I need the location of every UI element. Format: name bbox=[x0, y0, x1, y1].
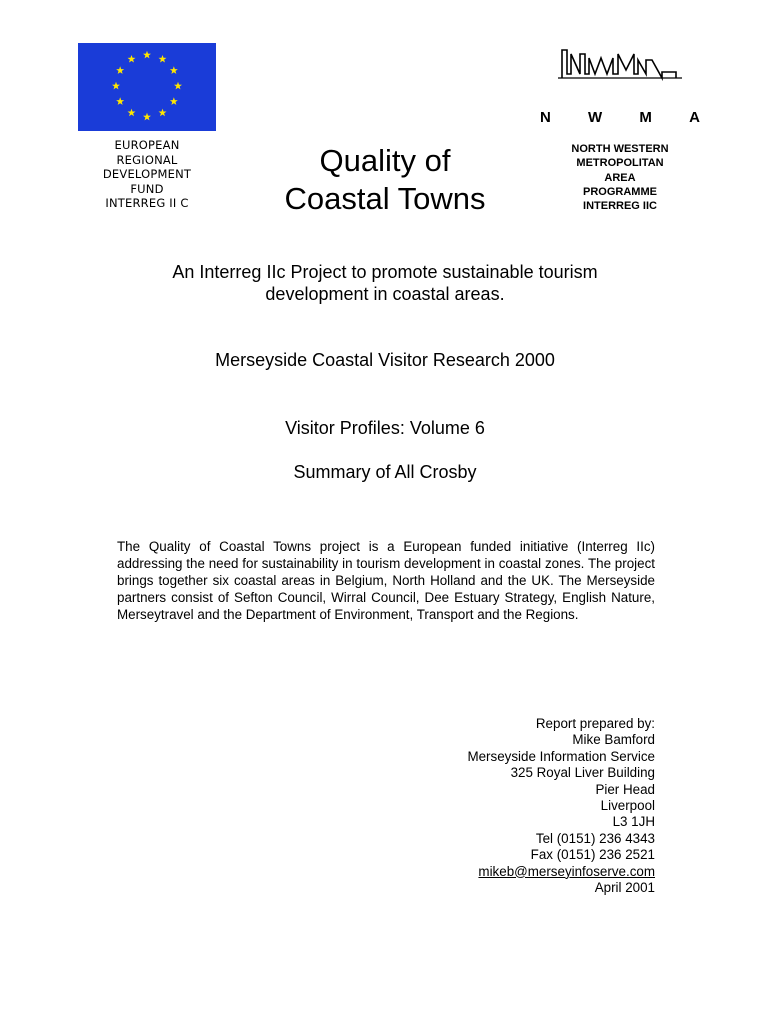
address-line-2: Pier Head bbox=[595, 781, 655, 797]
fax: Fax (0151) 236 2521 bbox=[530, 847, 655, 863]
telephone: Tel (0151) 236 4343 bbox=[535, 830, 655, 846]
address-line-1: 325 Royal Liver Building bbox=[510, 765, 655, 781]
document-title bbox=[250, 142, 520, 218]
erdf-line: REGIONAL bbox=[116, 152, 178, 167]
nwma-name-line: INTERREG IIC bbox=[583, 200, 657, 213]
erdf-line: DEVELOPMENT bbox=[102, 167, 192, 181]
nwma-letter: N bbox=[540, 109, 551, 126]
eu-flag-icon bbox=[78, 43, 216, 131]
author-block bbox=[467, 716, 655, 896]
nwma-acronym bbox=[540, 108, 700, 128]
volume-title: Visitor Profiles: Volume 6 bbox=[285, 418, 485, 438]
title-line-1: Quality of bbox=[319, 143, 451, 178]
nwma-skyline-logo bbox=[558, 44, 682, 82]
report-date: April 2001 bbox=[594, 880, 655, 896]
prepared-by-label: Report prepared by: bbox=[535, 716, 655, 731]
nwma-name-line: NORTH WESTERN bbox=[571, 143, 669, 155]
address-postcode: L3 1JH bbox=[612, 814, 655, 830]
erdf-line: INTERREG II C bbox=[105, 196, 189, 210]
nwma-name-line: PROGRAMME bbox=[583, 185, 657, 198]
title-line-2: Coastal Towns bbox=[284, 181, 486, 216]
nwma-name-line: METROPOLITAN bbox=[576, 157, 664, 170]
nwma-letter: M bbox=[639, 109, 652, 126]
erdf-line: FUND bbox=[130, 181, 164, 196]
erdf-line: EUROPEAN bbox=[114, 138, 180, 152]
author-name: Mike Bamford bbox=[572, 732, 655, 748]
subtitle-line-1: An Interreg IIc Project to promote sustainable tourism bbox=[172, 262, 598, 282]
email-link[interactable]: mikeb@merseyinfoserve.com bbox=[478, 863, 655, 879]
nwma-full-name bbox=[546, 142, 694, 213]
subtitle-line-2: development in coastal areas. bbox=[265, 284, 505, 304]
nwma-letter: W bbox=[588, 109, 603, 126]
nwma-letter: A bbox=[689, 109, 700, 126]
nwma-name-line: AREA bbox=[604, 171, 636, 184]
research-title: Merseyside Coastal Visitor Research 2000 bbox=[215, 350, 555, 370]
erdf-label bbox=[78, 138, 216, 211]
address-city: Liverpool bbox=[600, 798, 655, 814]
author-organisation: Merseyside Information Service bbox=[467, 748, 655, 764]
project-subtitle bbox=[85, 261, 685, 305]
summary-title: Summary of All Crosby bbox=[293, 462, 477, 482]
intro-paragraph: The Quality of Coastal Towns project is a European funded initiative (Interreg IIc) addressing the need for sustainability in tourism development in coastal zones. The project brings together six coastal areas in Belgium, North Holland and the UK. The Merseyside partners consist of Sefton Council, Wirral Council, Dee Estuary Strategy, English Nature, Merseytravel and the Department of Environment, Transport and the Regions. bbox=[117, 539, 655, 622]
